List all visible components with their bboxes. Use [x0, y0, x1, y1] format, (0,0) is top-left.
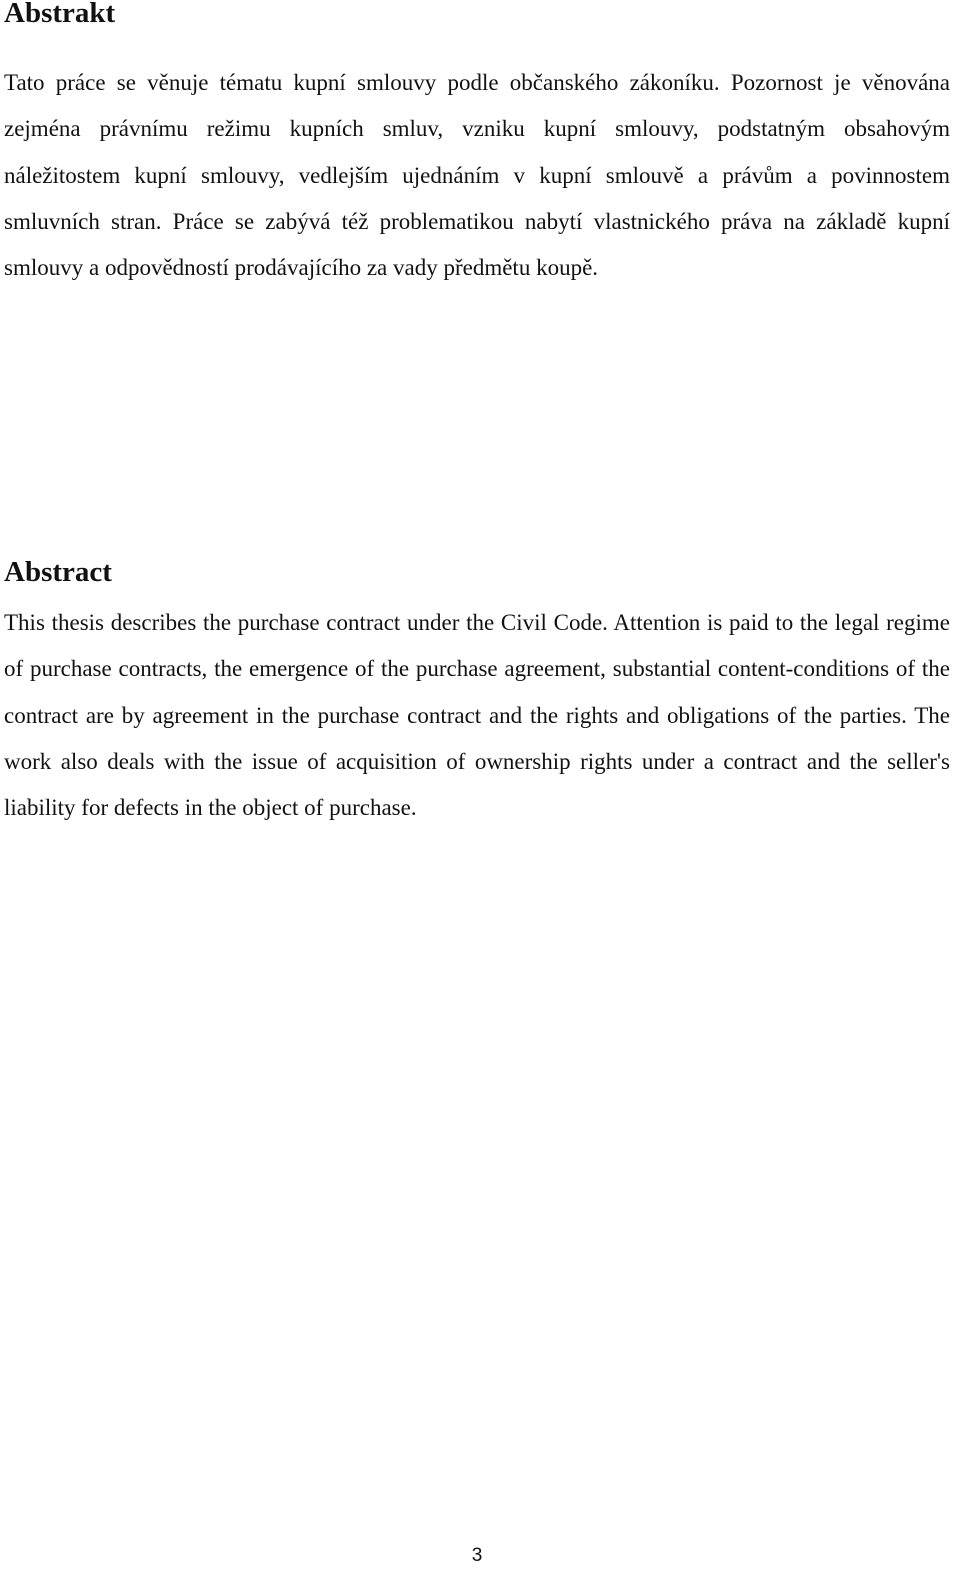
- abstract-heading: Abstract: [4, 556, 112, 588]
- abstrakt-heading: Abstrakt: [4, 0, 116, 29]
- page-number: 3: [471, 1545, 483, 1566]
- abstract-paragraph: This thesis describes the purchase contract under the Civil Code. Attention is paid to the legal regime of purchase contracts, the emergence of the purchase agreement, substantial content-conditions of the contract are by agreement in the purchase contract and the rights and obligations of the parties. The work also deals with the issue of acquisition of ownership rights under a contract and the seller's liability for defects in the object of purchase.: [4, 610, 950, 821]
- abstrakt-paragraph: Tato práce se věnuje tématu kupní smlouvy podle občanského zákoníku. Pozornost je věnována zejména právnímu režimu kupních smluv, vzniku kupní smlouvy, podstatným obsahovým náležitostem kupní smlouvy, vedlejším ujednáním v kupní smlouvě a právům a povinnostem smluvních stran. Práce se zabývá též problematikou nabytí vlastnického práva na základě kupní smlouvy a odpovědností prodávajícího za vady předmětu koupě.: [4, 70, 950, 281]
